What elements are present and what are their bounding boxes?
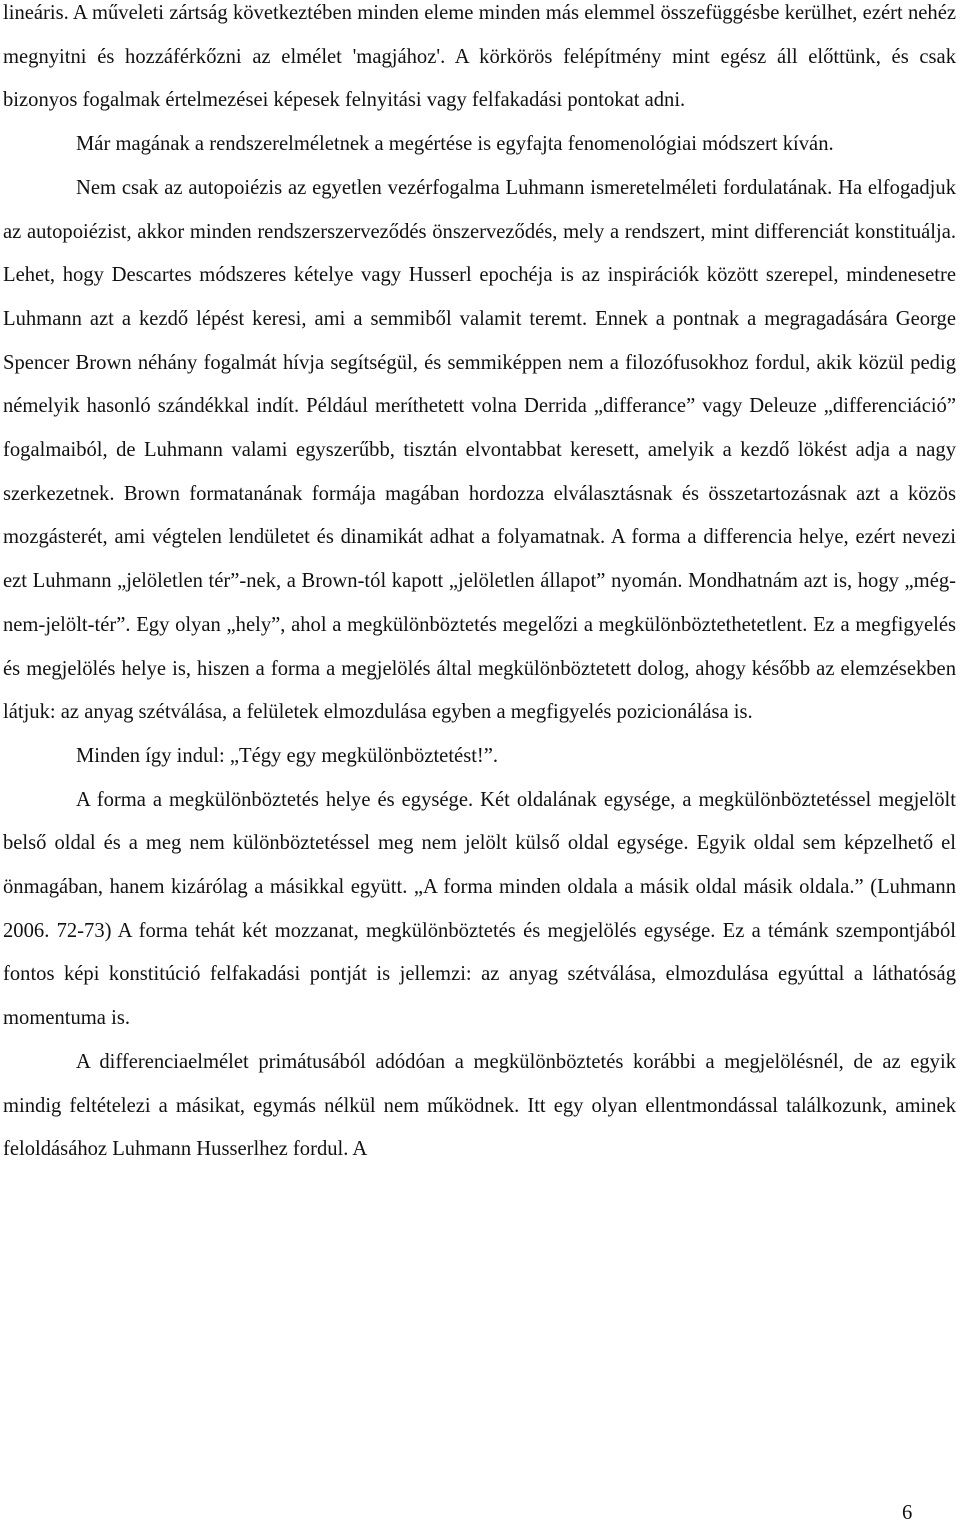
page-number: 6: [902, 1502, 913, 1524]
document-body: [3, 0, 956, 1172]
paragraph-3: Nem csak az autopoiézis az egyetlen vezérfogalma Luhmann ismeretelméleti fordulatának. Ha elfogadjuk az autopoiézist, akkor minden rendszerszerveződés önszerveződés, mely a rendszert, mint differenciát konstituálja. Lehet, hogy Descartes módszeres kételye vagy Husserl epochéja is az inspirációk között szerepel, mindenesetre Luhmann azt a kezdő lépést keresi, ami a semmiből valamit teremt. Ennek a pontnak a megragadására George Spencer Brown néhány fogalmát hívja segítségül, és semmiképpen nem a filozófusokhoz fordul, akik közül pedig némelyik hasonló szándékkal indít. Például meríthetett volna Derrida „differance” vagy Deleuze „differenciáció” fogalmaiból, de Luhmann valami egyszerűbb, tisztán elvontabbat keresett, amelyik a kezdő lökést adja a nagy szerkezetnek. Brown formatanának formája magában hordozza elválasztásnak és összetartozásnak azt a közös mozgásterét, ami végtelen lendületet és dinamikát adhat a folyamatnak. A forma a differencia helye, ezért nevezi ezt Luhmann „jelöletlen tér”-nek, a Brown-tól kapott „jelöletlen állapot” nyomán. Mondhatnám azt is, hogy „még-nem-jelölt-tér”. Egy olyan „hely”, ahol a megkülönböztetés megelőzi a megkülönböztethetetlent. Ez a megfigyelés és megjelölés helye is, hiszen a forma a megjelölés által megkülönböztetett dolog, ahogy később az elemzésekben látjuk: az anyag szétválása, a felületek elmozdulása egyben a megfigyelés pozicionálása is.: [3, 176, 956, 724]
paragraph-6: A differenciaelmélet primátusából adódóan a megkülönböztetés korábbi a megjelölésnél, de az egyik mindig feltételezi a másikat, egymás nélkül nem működnek. Itt egy olyan ellentmondással találkozunk, aminek feloldásához Luhmann Husserlhez fordul. A: [3, 1050, 956, 1161]
paragraph-5: A forma a megkülönböztetés helye és egysége. Két oldalának egysége, a megkülönböztetéssel megjelölt belső oldal és a meg nem különböztetéssel meg nem jelölt külső oldal egysége. Egyik oldal sem képzelhető el önmagában, hanem kizárólag a másikkal együtt. „A forma minden oldala a másik oldal másik oldala.” (Luhmann 2006. 72-73) A forma tehát két mozzanat, megkülönböztetés és megjelölés egysége. Ez a témánk szempontjából fontos képi konstitúció felfakadási pontját is jellemzi: az anyag szétválása, elmozdulása egyúttal a láthatóság momentuma is.: [3, 788, 956, 1030]
paragraph-4: Minden így indul: „Tégy egy megkülönböztetést!”.: [76, 744, 499, 767]
paragraph-2: Már magának a rendszerelméletnek a megértése is egyfajta fenomenológiai módszert kíván.: [76, 133, 834, 156]
paragraph-1: lineáris. A műveleti zártság következtében minden eleme minden más elemmel összefüggésbe kerülhet, ezért nehéz megnyitni és hozzáférkőzni az elmélet 'magjához'. A körkörös felépítmény mint egész áll előttünk, és csak bizonyos fogalmak értelmezései képesek felnyitási vagy felfakadási pontokat adni.: [3, 2, 956, 112]
